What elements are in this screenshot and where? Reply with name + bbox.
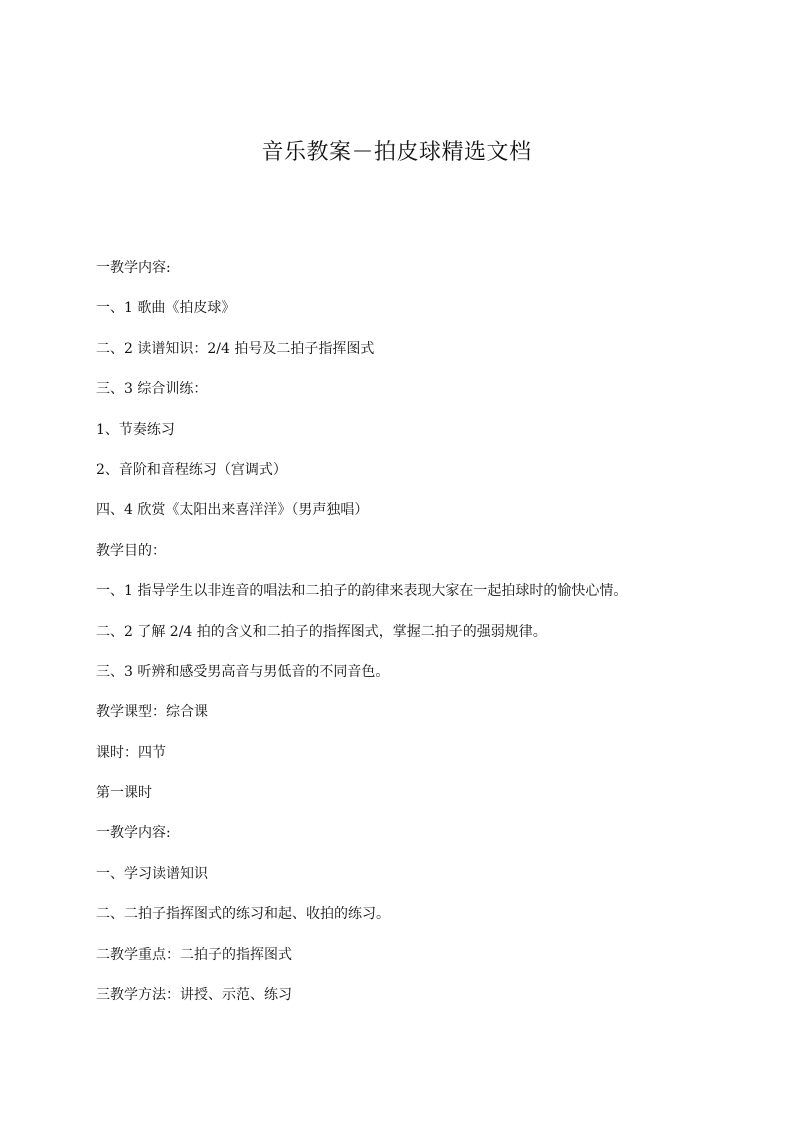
goal-item: 一、1 指导学生以非连音的唱法和二拍子的韵律来表现大家在一起拍球时的愉快心情。	[96, 583, 628, 600]
lesson-hours: 课时：四节	[96, 744, 166, 761]
section-heading-content: 一教学内容:	[96, 825, 171, 842]
first-lesson-heading: 第一课时	[96, 785, 152, 802]
section-heading-goals: 教学目的：	[96, 542, 166, 559]
goal-item: 三、3 听辨和感受男高音与男低音的不同音色。	[96, 663, 390, 680]
teaching-focus: 二教学重点：二拍子的指挥图式	[96, 946, 292, 963]
teaching-method: 三教学方法：讲授、示范、练习	[96, 987, 292, 1004]
goal-item: 二、2 了解 2/4 拍的含义和二拍子的指挥图式，掌握二拍子的强弱规律。	[96, 623, 547, 640]
document-title: 音乐教案－拍皮球精选文档	[261, 140, 532, 165]
content-item: 一、学习读谱知识	[96, 865, 208, 882]
document-body	[96, 258, 736, 1025]
content-item: 二、2 读谱知识：2/4 拍号及二拍子指挥图式	[96, 340, 375, 357]
content-item: 四、4 欣赏《太阳出来喜洋洋》（男声独唱）	[96, 502, 369, 519]
content-subitem: 2、音阶和音程练习（宫调式）	[96, 461, 287, 478]
lesson-type: 教学课型：综合课	[96, 704, 208, 721]
content-item: 二、二拍子指挥图式的练习和起、收拍的练习。	[96, 906, 390, 923]
section-heading-content: 一教学内容:	[96, 260, 171, 276]
content-subitem: 1、节奏练习	[96, 421, 175, 438]
content-item: 一、1 歌曲《拍皮球》	[96, 300, 236, 317]
content-item: 三、3 综合训练：	[96, 381, 208, 398]
